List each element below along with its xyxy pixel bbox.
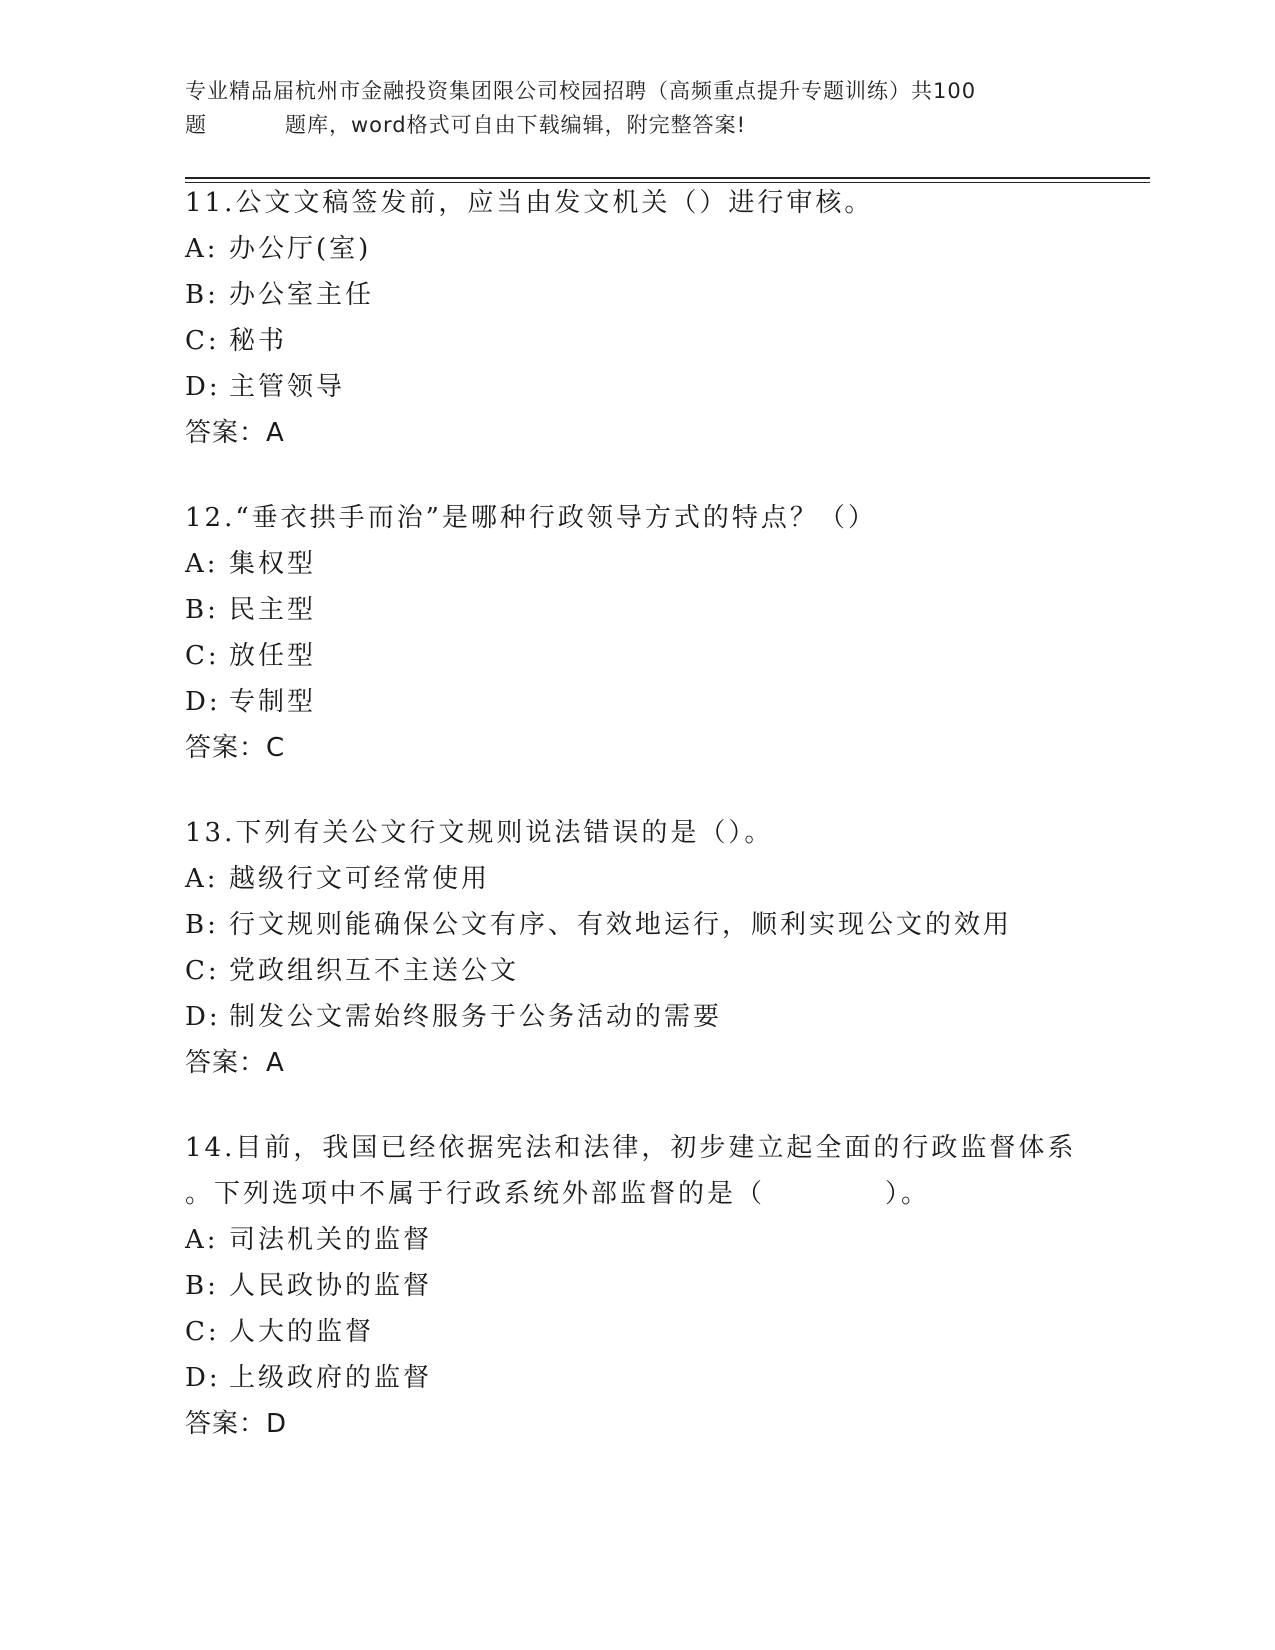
option-letter: A: xyxy=(185,234,219,264)
option-c xyxy=(185,633,1085,679)
document-header xyxy=(185,74,1085,142)
option-text: 放任型 xyxy=(229,641,317,671)
question-stem: 12.“垂衣拱手而治”是哪种行政领导方式的特点？（） xyxy=(185,503,877,533)
option-letter: B: xyxy=(185,910,219,940)
option-letter: B: xyxy=(185,595,219,625)
option-letter: D: xyxy=(185,1002,221,1032)
header-title-line-2-left: 题 xyxy=(185,113,207,137)
question-12 xyxy=(185,495,1085,771)
option-text: 越级行文可经常使用 xyxy=(229,864,491,894)
option-text: 司法机关的监督 xyxy=(229,1225,433,1255)
option-text: 人大的监督 xyxy=(229,1317,375,1347)
option-d xyxy=(185,1355,1085,1401)
option-letter: D: xyxy=(185,1363,221,1393)
option-text: 专制型 xyxy=(229,687,317,717)
question-14 xyxy=(185,1125,1085,1447)
option-a xyxy=(185,226,1085,272)
option-text: 集权型 xyxy=(229,549,317,579)
question-stem-line-1: 14.目前，我国已经依据宪法和法律，初步建立起全面的行政监督体系 xyxy=(185,1133,1077,1163)
option-b xyxy=(185,1263,1085,1309)
option-letter: C: xyxy=(185,1317,220,1347)
option-text: 制发公文需始终服务于公务活动的需要 xyxy=(229,1002,723,1032)
option-letter: A: xyxy=(185,549,219,579)
option-text: 上级政府的监督 xyxy=(229,1363,433,1393)
question-stem-line-2 xyxy=(185,1171,1085,1217)
option-text: 办公室主任 xyxy=(229,280,375,310)
answer-line: 答案：A xyxy=(185,1048,285,1078)
option-text: 行文规则能确保公文有序、有效地运行，顺利实现公文的效用 xyxy=(229,910,1013,940)
question-stem-line-2-part-b: ）。 xyxy=(885,1179,931,1209)
question-stem: 13.下列有关公文行文规则说法错误的是（）。 xyxy=(185,818,774,848)
answer-line: 答案：C xyxy=(185,733,286,763)
option-a xyxy=(185,856,1085,902)
option-text: 民主型 xyxy=(229,595,317,625)
option-letter: A: xyxy=(185,864,219,894)
header-title-line-2 xyxy=(185,108,1085,142)
option-d xyxy=(185,994,1085,1040)
question-stem-line-2-part-a: 。下列选项中不属于行政系统外部监督的是（ xyxy=(185,1179,766,1209)
header-divider-thick xyxy=(185,177,1150,179)
option-letter: A: xyxy=(185,1225,219,1255)
option-b xyxy=(185,272,1085,318)
option-b xyxy=(185,902,1085,948)
option-text: 人民政协的监督 xyxy=(229,1271,433,1301)
option-c xyxy=(185,318,1085,364)
question-stem: 11.公文文稿签发前，应当由发文机关（）进行审核。 xyxy=(185,188,874,218)
option-text: 办公厅(室) xyxy=(229,234,372,264)
option-c xyxy=(185,1309,1085,1355)
option-a xyxy=(185,541,1085,587)
header-title-line-1: 专业精品届杭州市金融投资集团限公司校园招聘（高频重点提升专题训练）共100 xyxy=(185,79,977,103)
option-letter: B: xyxy=(185,1271,219,1301)
option-b xyxy=(185,587,1085,633)
option-text: 主管领导 xyxy=(229,372,346,402)
option-d xyxy=(185,679,1085,725)
option-a xyxy=(185,1217,1085,1263)
option-letter: D: xyxy=(185,372,221,402)
option-c xyxy=(185,948,1085,994)
option-letter: C: xyxy=(185,326,220,356)
answer-line: 答案：D xyxy=(185,1409,288,1439)
option-text: 党政组织互不主送公文 xyxy=(229,956,520,986)
option-d xyxy=(185,364,1085,410)
question-11 xyxy=(185,180,1085,456)
header-title-line-2-right: 题库，word格式可自由下载编辑，附完整答案! xyxy=(285,113,747,137)
option-text: 秘书 xyxy=(229,326,288,356)
question-13 xyxy=(185,810,1085,1086)
option-letter: C: xyxy=(185,956,220,986)
option-letter: B: xyxy=(185,280,219,310)
answer-line: 答案：A xyxy=(185,418,285,448)
option-letter: C: xyxy=(185,641,220,671)
option-letter: D: xyxy=(185,687,221,717)
